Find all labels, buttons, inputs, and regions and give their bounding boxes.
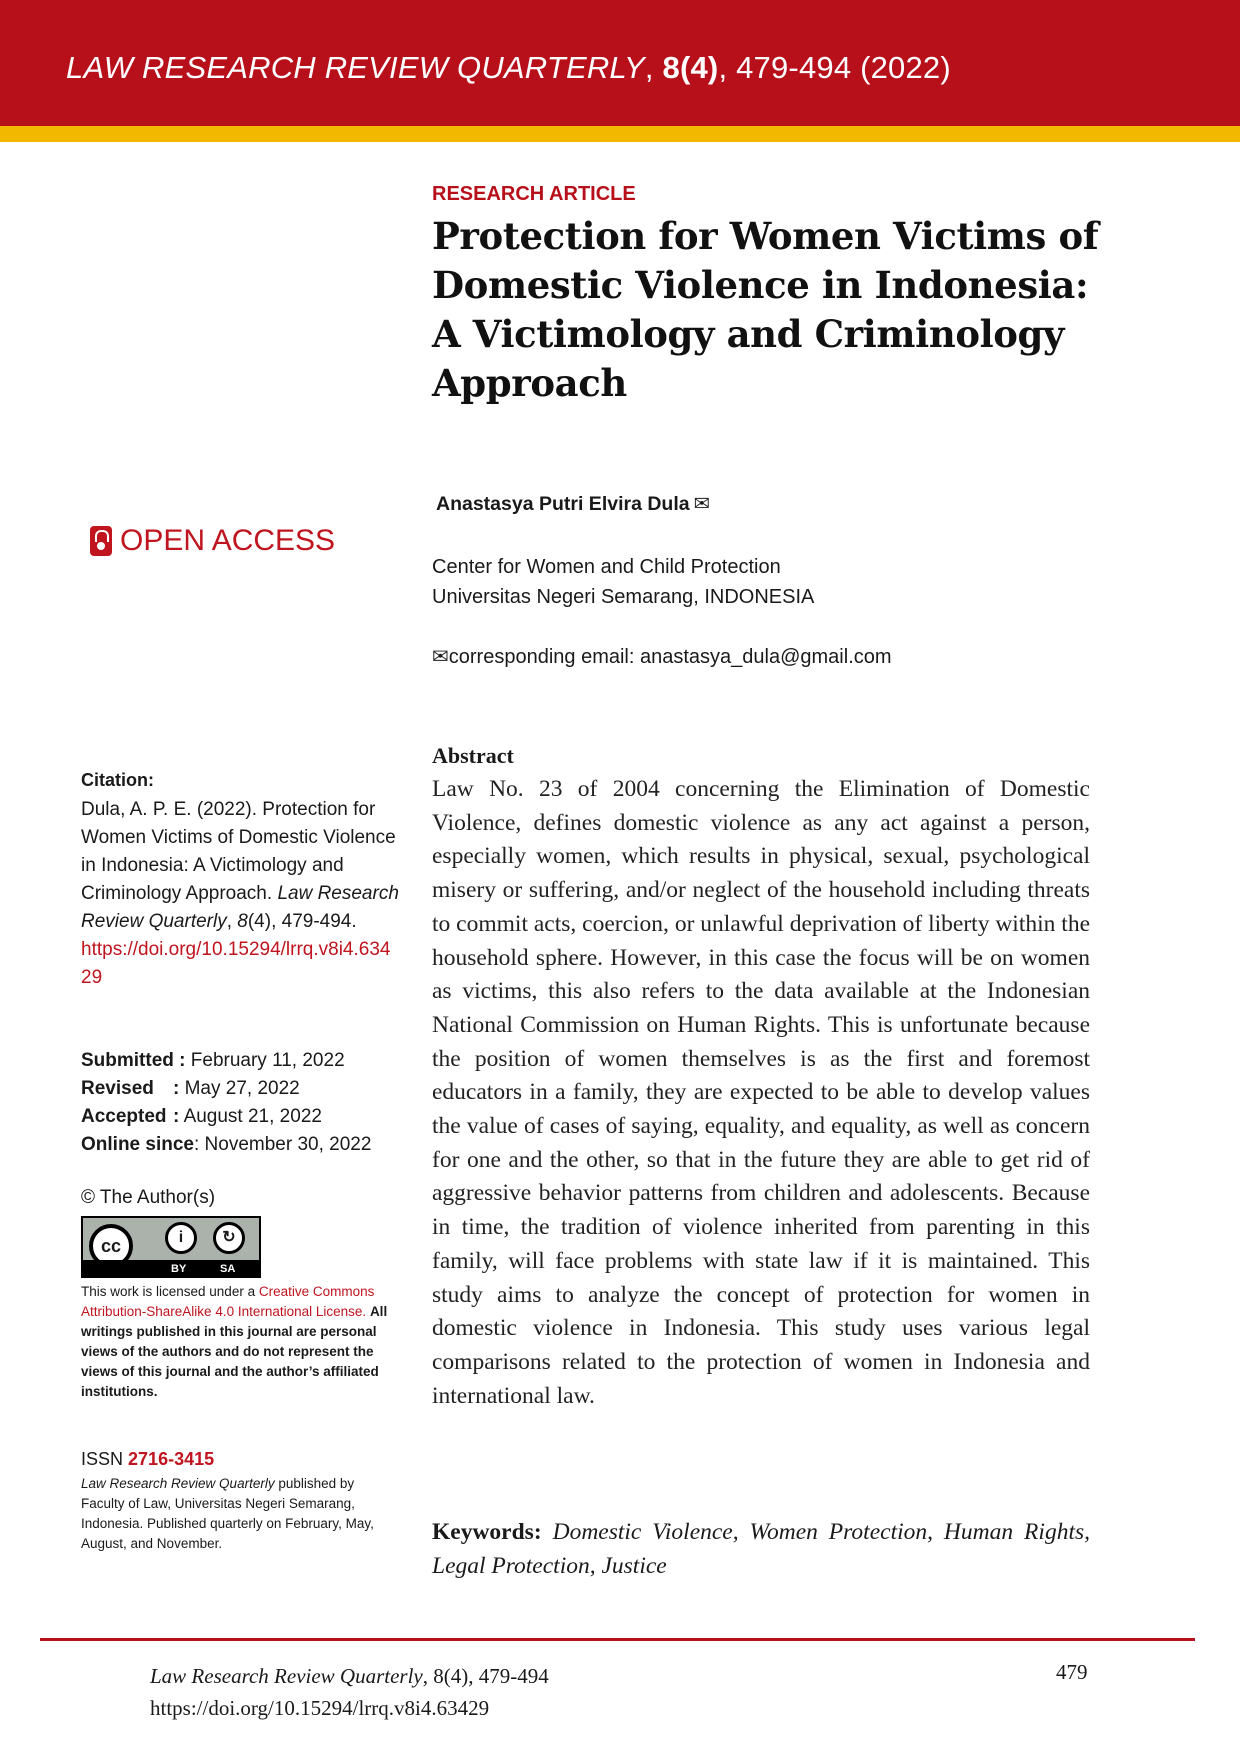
accepted-date: August 21, 2022 xyxy=(183,1106,322,1127)
open-lock-icon xyxy=(90,526,112,556)
issn-line xyxy=(81,1449,401,1470)
abstract-body: Law No. 23 of 2004 concerning the Elimination of Domestic Violence, defines domestic violence as any act against a person, especially women, which results in physical, sexual, psychological misery or suffering, and/or neglect of the household including threats to commit acts, coercion, or unlawful deprivation of liberty within the household sphere. However, in this case the focus will be on women as victims, this also refers to the data available at the Indonesian National Commission on Human Rights. This is unfortunate because the position of women themselves is as the first and foremost educators in a family, they are expected to be able to develop values the value of cases of saying, equality, and equality, as well as concern for one and the other, so that in the future they are able to get rid of aggressive behavior patterns from children and adolescents. Because in time, the tradition of violence inherited from parenting in this family, will face problems with state law if it is maintained. This study aims to analyze the concept of protection for women in domestic violence in Indonesia. This study uses various legal comparisons related to the protection of women in Indonesia and international law. xyxy=(432,776,1090,1409)
footer-divider xyxy=(40,1638,1195,1641)
journal-header-title: LAW RESEARCH REVIEW QUARTERLY, 8(4), 479-494 (2022) xyxy=(66,50,951,85)
email-label: corresponding email: xyxy=(448,646,635,668)
online-row: Online since: November 30, 2022 xyxy=(81,1134,372,1155)
share-alike-icon: ↻ xyxy=(213,1222,245,1254)
cc-by-label: BY xyxy=(171,1263,187,1275)
license-notice xyxy=(81,1282,401,1402)
journal-volume-issue: 8(4) xyxy=(662,50,719,85)
revised-date: May 27, 2022 xyxy=(184,1078,300,1099)
journal-header-stripe xyxy=(0,126,1240,142)
author-affiliation xyxy=(432,552,814,612)
issn-number: 2716-3415 xyxy=(128,1449,215,1469)
citation-issue-pages: (4), 479-494. xyxy=(247,911,357,932)
citation-text: Dula, A. P. E. (2022). Protection for Women Victims of Domestic Violence in Indonesia: A Victimology and Criminology Approach. Law Research Review Quarterly, 8(4), 479-494. https://doi.org/10.15294/lrrq.v8i4.63429 xyxy=(81,796,401,992)
journal-name: LAW RESEARCH REVIEW QUARTERLY xyxy=(66,50,645,85)
envelope-icon[interactable]: ✉ xyxy=(693,493,710,515)
keywords-label: Keywords: xyxy=(432,1519,542,1545)
open-access-badge xyxy=(90,524,335,558)
page-number: 479 xyxy=(1056,1660,1088,1684)
submitted-label: Submitted : xyxy=(81,1050,186,1071)
affiliation-line-1: Center for Women and Child Protection xyxy=(432,556,781,578)
author-name xyxy=(436,492,710,516)
license-disclaimer: All writings published in this journal are personal views of the authors and do not represent the views of this journal and the author’s affiliated institutions. xyxy=(81,1304,388,1399)
cc-icon: cc xyxy=(89,1224,133,1268)
accepted-label: Accepted xyxy=(81,1106,167,1127)
revised-label: Revised xyxy=(81,1078,154,1099)
citation-volume: 8 xyxy=(237,911,248,932)
article-type-label: RESEARCH ARTICLE xyxy=(432,183,636,205)
footer-doi[interactable]: https://doi.org/10.15294/lrrq.v8i4.63429 xyxy=(150,1696,490,1720)
attribution-person-icon: i xyxy=(165,1222,197,1254)
citation-heading: Citation: xyxy=(81,770,154,790)
open-access-label: OPEN ACCESS xyxy=(120,524,336,557)
author-name-text: Anastasya Putri Elvira Dula xyxy=(436,493,690,515)
accepted-row: Accepted : August 21, 2022 xyxy=(81,1103,401,1131)
citation-journal: Law Research Review Quarterly xyxy=(81,883,399,932)
footer-citation xyxy=(150,1660,549,1724)
article-title: Protection for Women Victims of Domestic Violence in Indonesia: A Victimology and Criminology Approach xyxy=(432,214,1099,405)
submitted-row xyxy=(81,1047,401,1075)
email-address[interactable]: anastasya_dula@gmail.com xyxy=(639,646,892,668)
citation-doi-link[interactable]: https://doi.org/10.15294/lrrq.v8i4.63429 xyxy=(81,939,391,988)
license-prefix: This work is licensed under a xyxy=(81,1284,256,1299)
publisher-text: published by Faculty of Law, Universitas Negeri Semarang, Indonesia. Published quarterly on February, May, August, and November. xyxy=(81,1476,374,1551)
article-dates xyxy=(81,1047,401,1159)
affiliation-line-2: Universitas Negeri Semarang, INDONESIA xyxy=(432,586,815,608)
keywords-list: Domestic Violence, Women Protection, Human Rights, Legal Protection, Justice xyxy=(432,1519,1090,1579)
keywords xyxy=(432,1515,1090,1583)
cc-sa-label: SA xyxy=(220,1263,236,1275)
online-label: Online since xyxy=(81,1134,194,1155)
publisher-journal: Law Research Review Quarterly xyxy=(81,1476,275,1491)
submitted-date: February 11, 2022 xyxy=(190,1050,345,1071)
footer-journal: Law Research Review Quarterly xyxy=(150,1664,423,1688)
footer-volume: , 8(4), 479-494 xyxy=(422,1664,549,1688)
journal-pages-year: 479-494 (2022) xyxy=(736,50,951,85)
issn-label: ISSN xyxy=(81,1449,124,1469)
publisher-note xyxy=(81,1474,401,1554)
citation-reference: Dula, A. P. E. (2022). Protection for Women Victims of Domestic Violence in Indonesia: A Victimology and Criminology Approach. xyxy=(81,799,396,904)
envelope-icon: ✉ xyxy=(432,646,449,668)
corresponding-email xyxy=(432,644,892,669)
revised-row: Revised : May 27, 2022 xyxy=(81,1075,401,1103)
online-date: November 30, 2022 xyxy=(204,1134,372,1155)
abstract-heading: Abstract xyxy=(432,743,514,768)
copyright-notice: © The Author(s) xyxy=(81,1187,216,1208)
license-link[interactable]: Creative Commons Attribution-ShareAlike 4.0 International License. xyxy=(81,1284,375,1319)
cc-by-sa-badge[interactable] xyxy=(81,1216,261,1278)
